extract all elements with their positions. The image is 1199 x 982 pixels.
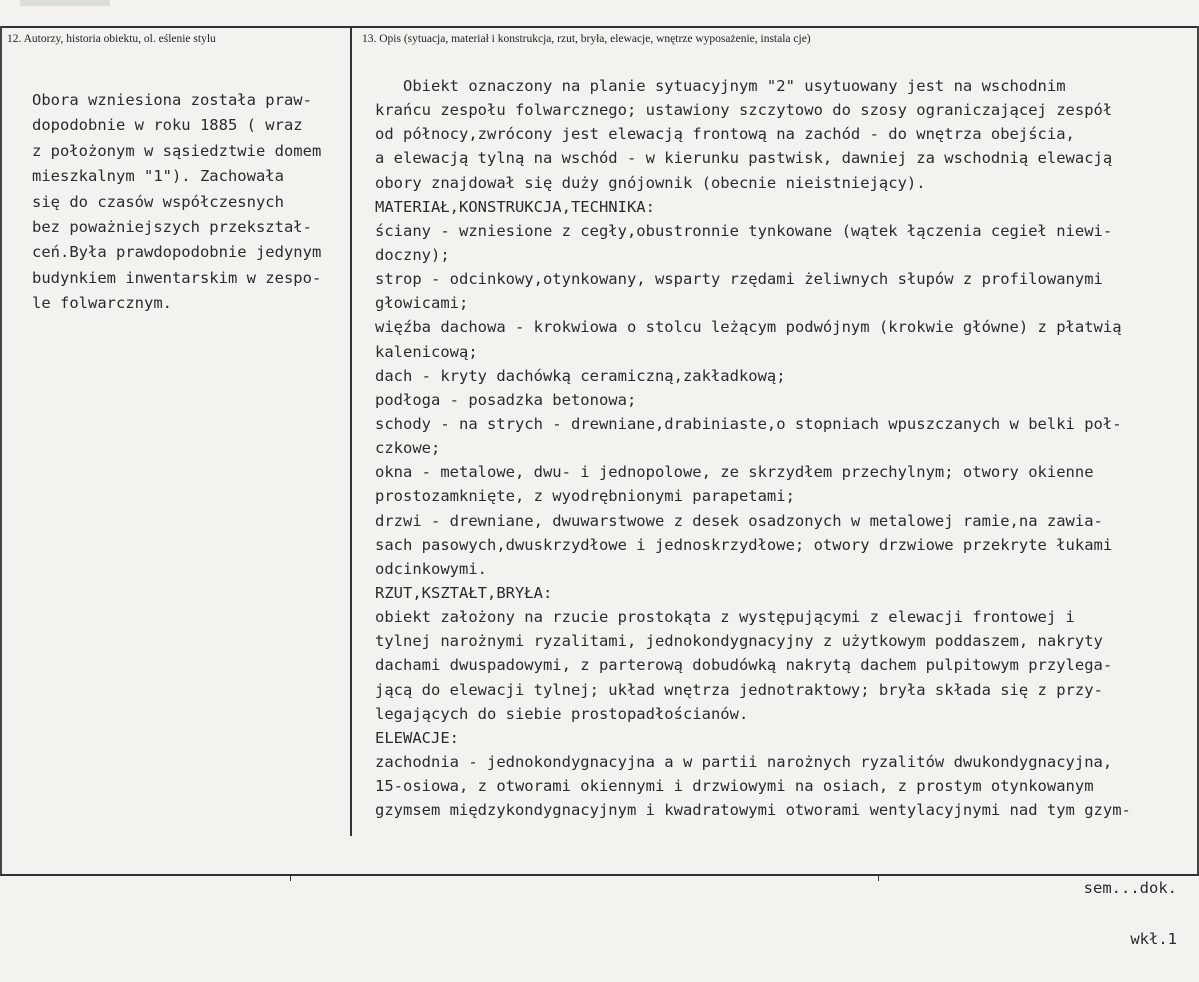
- text-line: MATERIAŁ,KONSTRUKCJA,TECHNIKA:: [375, 197, 655, 216]
- text-line: legających do siebie prostopadłościanów.: [375, 704, 749, 723]
- text-line: 15-osiowa, z otworami okiennymi i drzwiowymi na osiach, z prostym otynkowanym: [375, 777, 1094, 796]
- text-line: bez poważniejszych przekształ-: [32, 217, 312, 236]
- continuation-note: sem...dok.: [1083, 879, 1177, 897]
- text-line: krańcu zespołu folwarcznego; ustawiony szczytowo do szosy ograniczającej zespół: [375, 101, 1113, 120]
- text-line: drzwi - drewniane, dwuwarstwowe z desek osadzonych w metalowej ramie,na zawia-: [375, 511, 1103, 530]
- bottom-tick: [290, 874, 291, 881]
- text-line: obiekt założony na rzucie prostokąta z występującymi z elewacji frontowej i: [375, 608, 1075, 627]
- text-line: odcinkowymi.: [375, 559, 487, 578]
- text-line: dach - kryty dachówką ceramiczną,zakładkową;: [375, 366, 786, 385]
- text-line: się do czasów współczesnych: [32, 192, 284, 211]
- text-line: prostozamknięte, z wyodrębnionymi parapetami;: [375, 487, 795, 506]
- text-line: RZUT,KSZTAŁT,BRYŁA:: [375, 583, 553, 602]
- text-line: od północy,zwrócony jest elewacją frontową na zachód - do wnętrza obejścia,: [375, 125, 1075, 144]
- bottom-tick: [878, 874, 879, 881]
- text-line: zachodnia - jednokondygnacyjna a w partii narożnych ryzalitów dwukondygnacyjna,: [375, 752, 1113, 771]
- text-line: a elewacją tylną na wschód - w kierunku pastwisk, dawniej za wschodnią elewacją: [375, 149, 1113, 168]
- text-line: jącą do elewacji tylnej; układ wnętrza jednotraktowy; bryła składa się z przy-: [375, 680, 1103, 699]
- text-line: okna - metalowe, dwu- i jednopolowe, ze skrzydłem przechylnym; otwory okienne: [375, 463, 1094, 482]
- text-line: obory znajdował się duży gnójownik (obecnie nieistniejący).: [375, 173, 926, 192]
- text-line: strop - odcinkowy,otynkowany, wsparty rzędami żeliwnych słupów z profilowanymi: [375, 270, 1103, 289]
- scan-artifact: [20, 0, 110, 6]
- section-13-header: 13. Opis (sytuacja, materiał i konstrukcja, rzut, bryła, elewacje, wnętrze wyposażenie, instala cje): [362, 33, 811, 45]
- text-line: gzymsem międzykondygnacyjnym i kwadratowymi otworami wentylacyjnymi nad tym gzym-: [375, 801, 1131, 820]
- left-border: [0, 26, 2, 876]
- text-line: ELEWACJE:: [375, 728, 459, 747]
- bottom-rule: [0, 874, 1199, 876]
- text-line: doczny);: [375, 245, 450, 264]
- text-line: mieszkalnym "1"). Zachowała: [32, 167, 284, 186]
- text-line: budynkiem inwentarskim w zespo-: [32, 268, 322, 287]
- text-line: podłoga - posadzka betonowa;: [375, 390, 637, 409]
- text-line: kalenicową;: [375, 342, 478, 361]
- text-line: schody - na strych - drewniane,drabiniaste,o stopniach wpuszczanych w belki poł-: [375, 414, 1122, 433]
- header-rule: [0, 26, 1199, 28]
- text-line: sach pasowych,dwuskrzydłowe i jednoskrzydłowe; otwory drzwiowe przekryte łukami: [375, 535, 1113, 554]
- text-line: z położonym w sąsiedztwie domem: [32, 141, 322, 160]
- text-line: Obiekt oznaczony na planie sytuacyjnym "2" usytuowany jest na wschodnim: [375, 77, 1066, 95]
- text-line: le folwarcznym.: [32, 294, 172, 313]
- page-footer: [1084, 846, 1177, 982]
- text-line: czkowe;: [375, 439, 441, 458]
- sheet-number: wkł.1: [1130, 930, 1177, 948]
- section-12-header: 12. Autorzy, historia obiektu, ol. eślenie stylu: [7, 33, 216, 45]
- text-line: tylnej narożnymi ryzalitami, jednokondygnacyjny z użytkowym poddaszem, nakryty: [375, 632, 1103, 651]
- text-line: ściany - wzniesione z cegły,obustronnie tynkowane (wątek łączenia cegieł niewi-: [375, 221, 1113, 240]
- column-divider: [350, 26, 352, 836]
- description-text: [375, 74, 1190, 822]
- text-line: Obora wzniesiona została praw-: [32, 91, 312, 109]
- history-text: [32, 88, 347, 317]
- text-line: więźba dachowa - krokwiowa o stolcu leżącym podwójnym (krokwie główne) z płatwią: [375, 318, 1122, 337]
- text-line: ceń.Była prawdopodobnie jedynym: [32, 243, 322, 262]
- text-line: dachami dwuspadowymi, z parterową dobudówką nakrytą dachem pulpitowym przylega-: [375, 656, 1113, 675]
- text-line: dopodobnie w roku 1885 ( wraz: [32, 116, 303, 135]
- text-line: głowicami;: [375, 294, 469, 313]
